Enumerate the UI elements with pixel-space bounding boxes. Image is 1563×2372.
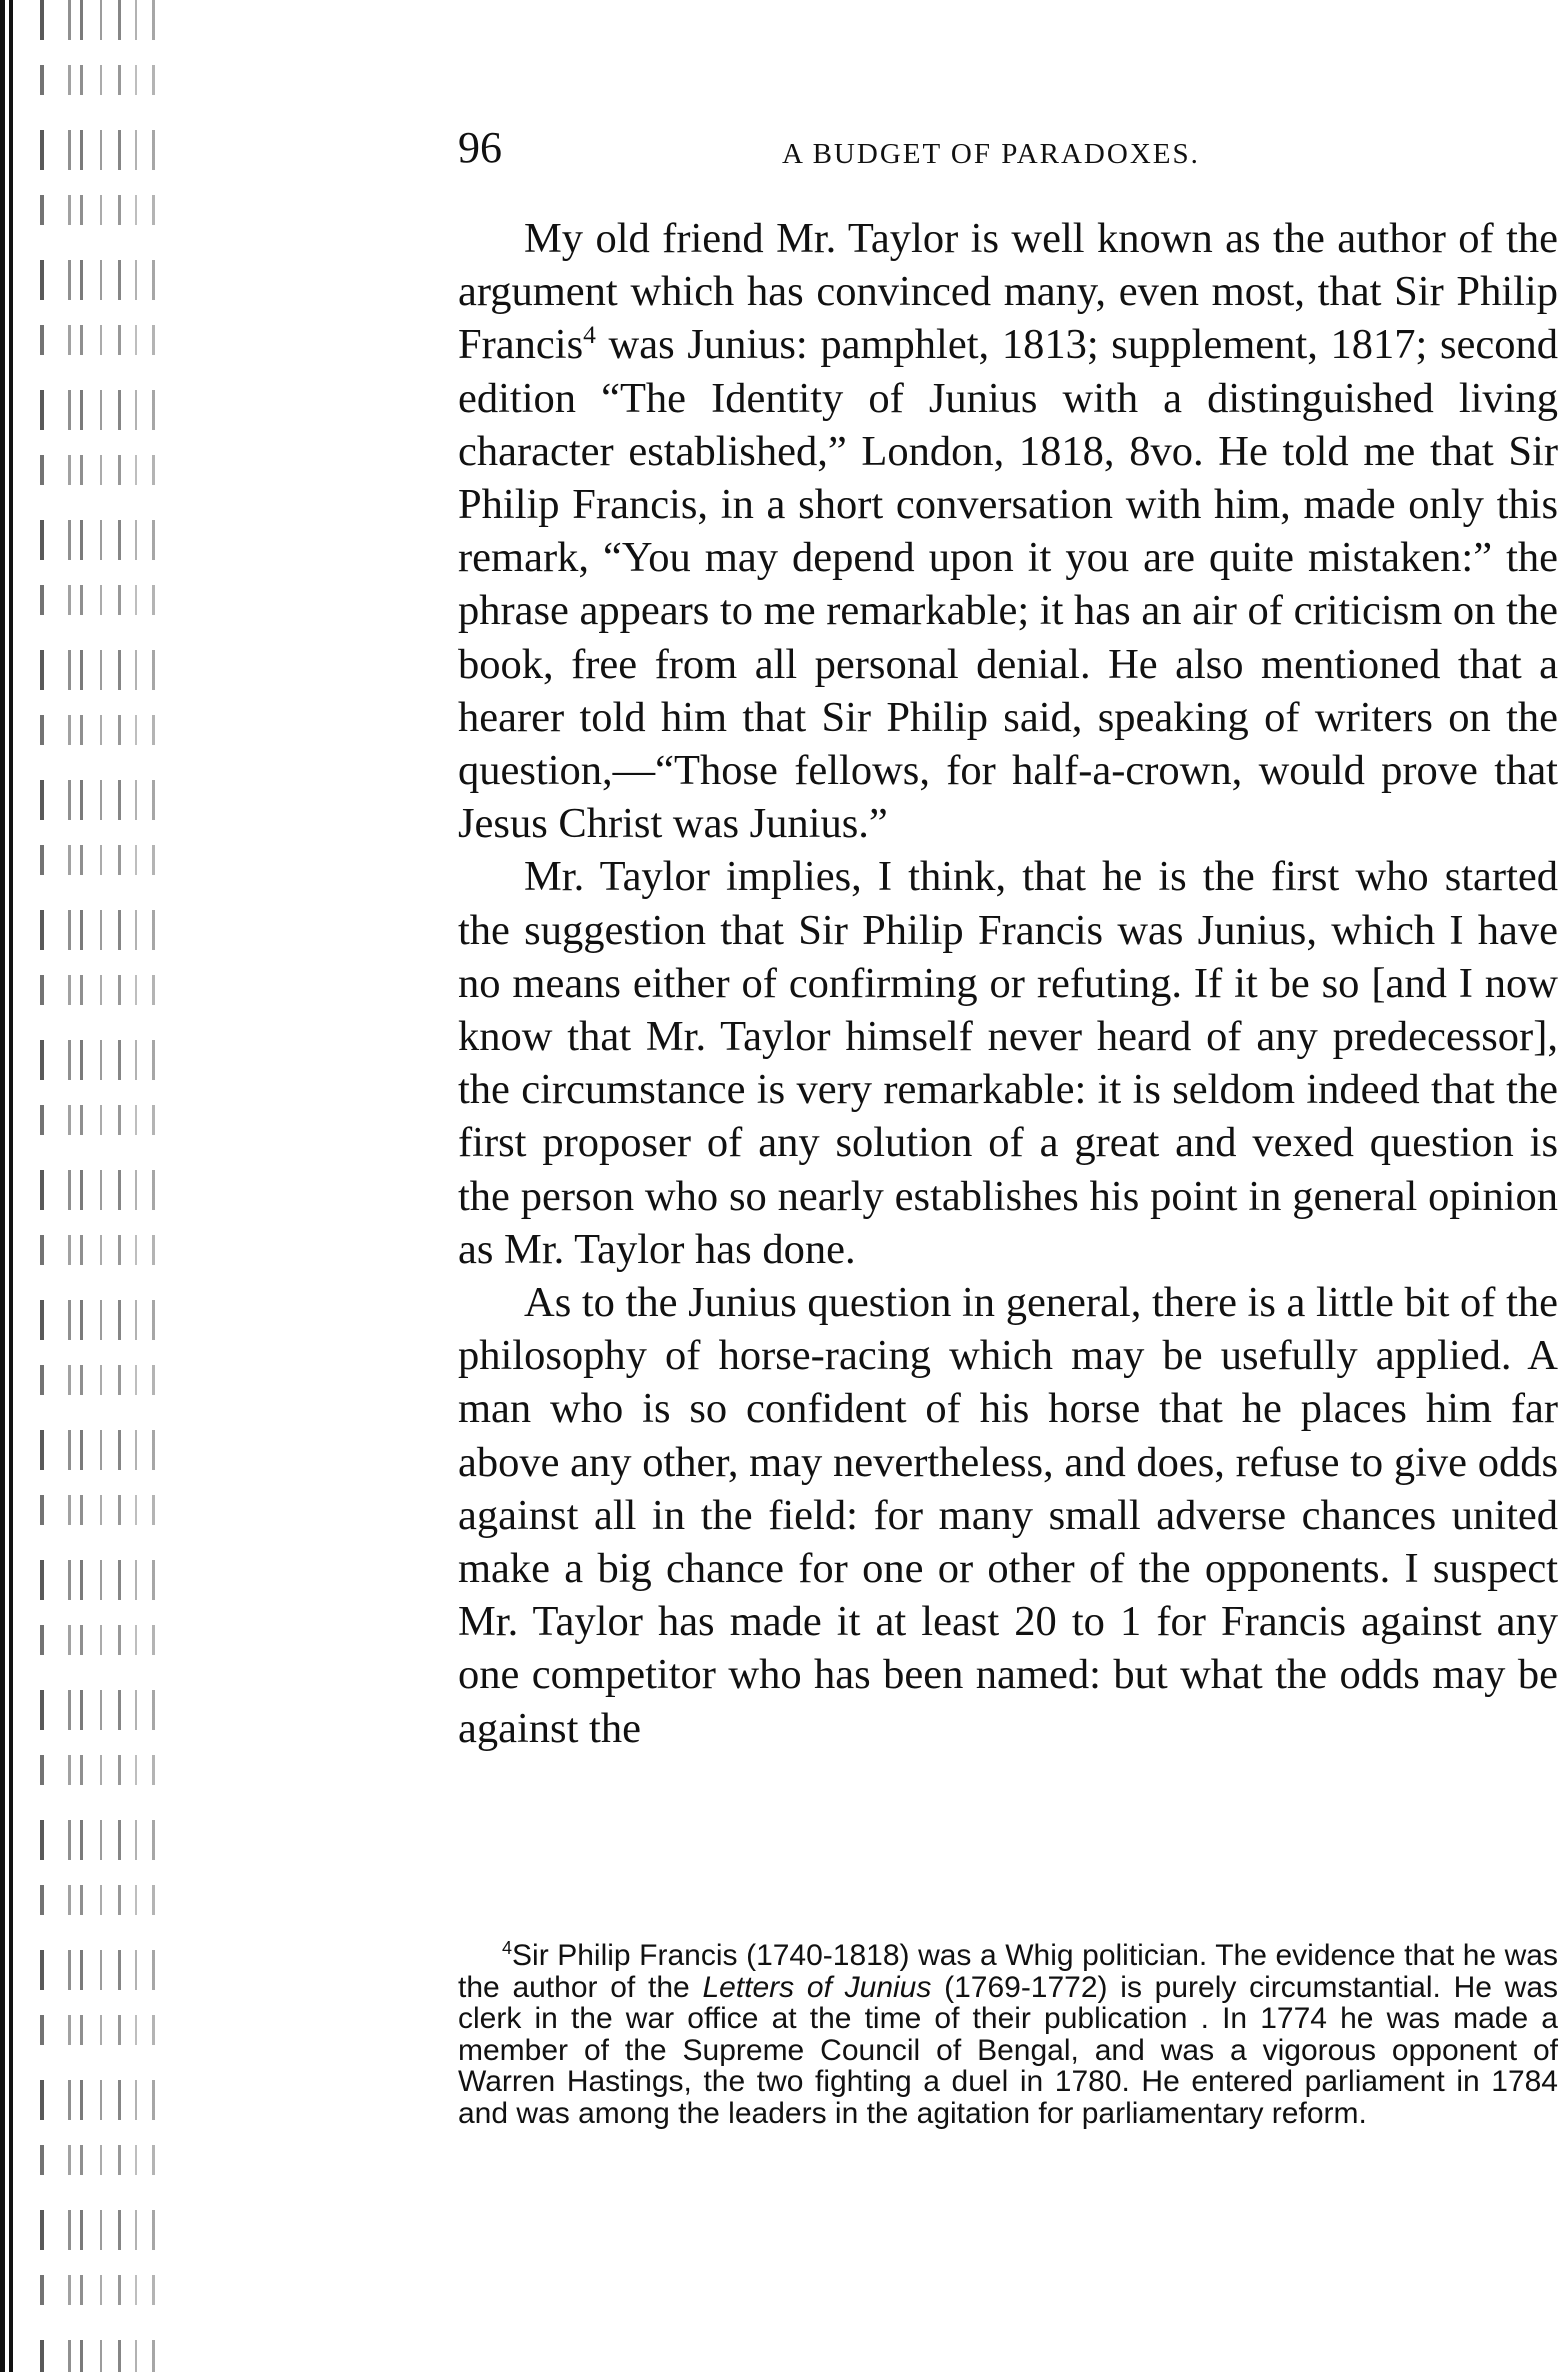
- body-text: [458, 212, 1558, 1755]
- scanned-binding-gutter: [0, 0, 200, 2372]
- footnote-text-b: (1769-1772) is purely circumstantial. He was clerk in the war office at the time of their publication . In 1774 he was made a member of the Supreme Council of Bengal, and was a vigorous opponent of Warren Hastings, the two fighting a duel in 1780. He entered parliament in 1784 and was among the leaders in the agitation for parliamentary reform.: [458, 1970, 1558, 2130]
- footnote-text-a: Sir Philip Francis (1740-1818) was a Whig politician. The evidence that he was the author of the: [458, 1939, 1558, 2004]
- page-number: 96: [458, 123, 502, 172]
- paragraph-1-text-a: My old friend Mr. Taylor is well known as the author of the argument which has convinced many, even most, that Sir Philip Francis: [458, 215, 1558, 369]
- page-header: [458, 118, 1558, 178]
- paragraph-1-text-b: was Junius: pamphlet, 1813; supplement, 1817; second edition “The Identity of Junius with a distinguished living character established,” London, 1818, 8vo. He told me that Sir Philip Francis, in a short conversation with him, made only this remark, “You may depend upon it you are quite mistaken:” the phrase appears to me remarkable; it has an air of criticism on the book, free from all personal denial. He also mentioned that a hearer told him that Sir Philip said, speaking of writers on the question,—“Those fellows, for half-a-crown, would prove that Jesus Christ was Junius.”: [458, 321, 1558, 848]
- footnote-work-title: Letters of Junius: [702, 1970, 932, 2004]
- footnote-marker: 4: [502, 1938, 513, 1958]
- paragraph-1: [458, 212, 1558, 850]
- running-head: A BUDGET OF PARADOXES.: [782, 138, 1200, 170]
- paragraph-3: As to the Junius question in general, there is a little bit of the philosophy of horse-racing which may be usefully applied. A man who is so confident of his horse that he places him far above any other, may nevertheless, and does, refuse to give odds against all in the field: for many small adverse chances united make a big chance for one or other of the opponents. I suspect Mr. Taylor has made it at least 20 to 1 for Francis against any one competitor who has been named: but what the odds may be against the: [458, 1279, 1558, 1752]
- paragraph-2: Mr. Taylor implies, I think, that he is the first who started the suggestion that Sir Philip Francis was Junius, which I have no means either of confirming or refuting. If it be so [and I now know that Mr. Taylor himself never heard of any predecessor], the circumstance is very remarkable: it is seldom indeed that the first proposer of any solution of a great and vexed question is the person who so nearly establishes his point in general opinion as Mr. Taylor has done.: [458, 853, 1558, 1273]
- footnote-reference: 4: [583, 320, 596, 350]
- footnote: [458, 1940, 1558, 2129]
